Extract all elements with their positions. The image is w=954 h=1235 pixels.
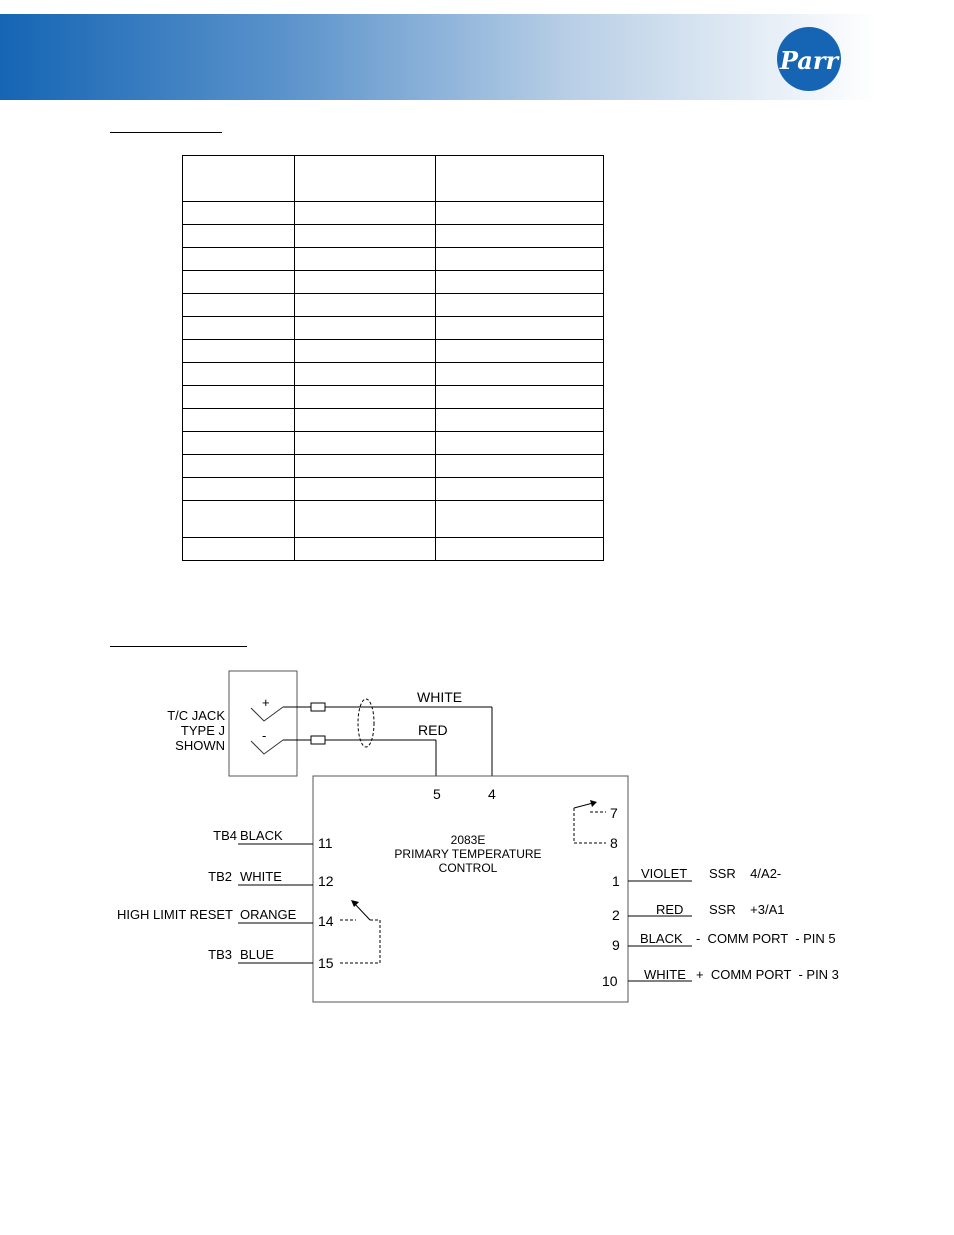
table-cell	[183, 363, 295, 386]
left-wire-blue: BLUE	[240, 947, 274, 962]
left-wire-white: WHITE	[240, 869, 282, 884]
spec-table	[182, 155, 604, 561]
controller-box	[313, 776, 628, 1002]
tc-jack-box	[229, 671, 297, 776]
table-cell	[436, 501, 604, 538]
table-row	[183, 225, 604, 248]
table-row	[183, 409, 604, 432]
table-cell	[436, 248, 604, 271]
table-cell	[436, 455, 604, 478]
reset-arrow-icon	[351, 900, 359, 907]
table-cell	[183, 538, 295, 561]
table-cell	[295, 455, 436, 478]
jack-plus-label: +	[262, 695, 270, 710]
left-tag-tb4: TB4	[213, 828, 237, 843]
terminal-15-label: 15	[318, 955, 334, 971]
table-cell	[436, 294, 604, 317]
table-cell	[295, 478, 436, 501]
right-desc-ssr-4: SSR 4/A2-	[709, 866, 782, 881]
table-cell	[436, 202, 604, 225]
tc-jack-label-3: SHOWN	[175, 738, 225, 753]
table-cell	[183, 409, 295, 432]
table-cell	[183, 294, 295, 317]
section-heading-1-underline	[110, 132, 222, 133]
table-cell	[295, 363, 436, 386]
controller-title-line-3: CONTROL	[438, 861, 498, 875]
table-header-cell	[183, 156, 295, 202]
table-cell	[183, 317, 295, 340]
table-cell	[295, 202, 436, 225]
table-cell	[295, 538, 436, 561]
table-cell	[183, 386, 295, 409]
table-row	[183, 386, 604, 409]
table-cell	[436, 363, 604, 386]
right-desc-comm-pin-3: + COMM PORT - PIN 3	[696, 967, 839, 982]
terminal-1-label: 1	[612, 873, 620, 889]
relay-switch-icon	[574, 803, 593, 808]
table-cell	[436, 386, 604, 409]
table-cell	[436, 271, 604, 294]
parr-logo	[776, 26, 842, 92]
tc-jack-label-1: T/C JACK	[167, 708, 225, 723]
table-row	[183, 317, 604, 340]
left-wire-black: BLACK	[240, 828, 283, 843]
terminal-5-label: 5	[433, 786, 441, 802]
table-row	[183, 248, 604, 271]
terminal-8-label: 8	[610, 835, 618, 851]
right-wire-violet: VIOLET	[641, 866, 688, 881]
table-cell	[183, 340, 295, 363]
wire-red-label: RED	[418, 722, 448, 738]
table-cell	[183, 432, 295, 455]
table-row	[183, 432, 604, 455]
table-row	[183, 340, 604, 363]
terminal-12-label: 12	[318, 873, 334, 889]
red-wire-fuse-icon	[311, 736, 325, 744]
table-cell	[295, 501, 436, 538]
jack-minus-label: -	[262, 728, 267, 743]
table-cell	[295, 340, 436, 363]
left-wire-orange: ORANGE	[240, 907, 297, 922]
reset-15-lead	[340, 920, 380, 963]
table-cell	[295, 317, 436, 340]
table-cell	[436, 538, 604, 561]
terminal-10-label: 10	[602, 973, 618, 989]
table-cell	[183, 225, 295, 248]
table-cell	[183, 271, 295, 294]
reset-switch-icon	[354, 903, 370, 920]
right-wire-red: RED	[656, 902, 684, 917]
terminal-14-label: 14	[318, 913, 334, 929]
table-cell	[436, 409, 604, 432]
relay-arrow-icon	[590, 800, 597, 807]
left-tag-tb3: TB3	[208, 947, 232, 962]
table-cell	[295, 271, 436, 294]
table-cell	[295, 432, 436, 455]
table-cell	[436, 225, 604, 248]
terminal-9-label: 9	[612, 937, 620, 953]
controller-title-line-2: PRIMARY TEMPERATURE	[394, 847, 542, 861]
wiring-diagram	[0, 640, 954, 1020]
table-cell	[295, 248, 436, 271]
table-row	[183, 455, 604, 478]
white-wire-fuse-icon	[311, 703, 325, 711]
controller-title-line-1: 2083E	[450, 833, 486, 847]
terminal-4-label: 4	[488, 786, 496, 802]
table-cell	[183, 248, 295, 271]
table-cell	[183, 501, 295, 538]
relay-8-lead	[574, 808, 606, 843]
right-desc-comm-pin-5: - COMM PORT - PIN 5	[696, 931, 836, 946]
table-row	[183, 202, 604, 225]
wire-white-label: WHITE	[417, 689, 463, 705]
table-cell	[295, 294, 436, 317]
table-row	[183, 538, 604, 561]
table-header-row	[183, 156, 604, 202]
table-row	[183, 501, 604, 538]
table-cell	[295, 409, 436, 432]
table-header-cell	[295, 156, 436, 202]
terminal-11-label: 11	[318, 835, 333, 851]
table-cell	[183, 455, 295, 478]
terminal-2-label: 2	[612, 907, 620, 923]
right-wire-white: WHITE	[644, 967, 686, 982]
table-cell	[183, 478, 295, 501]
table-row	[183, 294, 604, 317]
terminal-7-label: 7	[610, 805, 618, 821]
table-cell	[436, 317, 604, 340]
left-tag-high-limit-reset: HIGH LIMIT RESET	[116, 907, 233, 922]
right-wire-black: BLACK	[640, 931, 683, 946]
left-tag-tb2: TB2	[208, 869, 232, 884]
table-row	[183, 363, 604, 386]
table-cell	[436, 340, 604, 363]
table-cell	[295, 386, 436, 409]
table-row	[183, 478, 604, 501]
jack-minus-contact-icon	[251, 740, 283, 754]
table-cell	[436, 432, 604, 455]
right-desc-ssr-3: SSR +3/A1	[709, 902, 785, 917]
table-row	[183, 271, 604, 294]
tc-jack-label-2: TYPE J	[180, 723, 225, 738]
table-header-cell	[436, 156, 604, 202]
table-cell	[183, 202, 295, 225]
logo-text: Parr	[779, 46, 839, 75]
table-cell	[295, 225, 436, 248]
table-cell	[436, 478, 604, 501]
